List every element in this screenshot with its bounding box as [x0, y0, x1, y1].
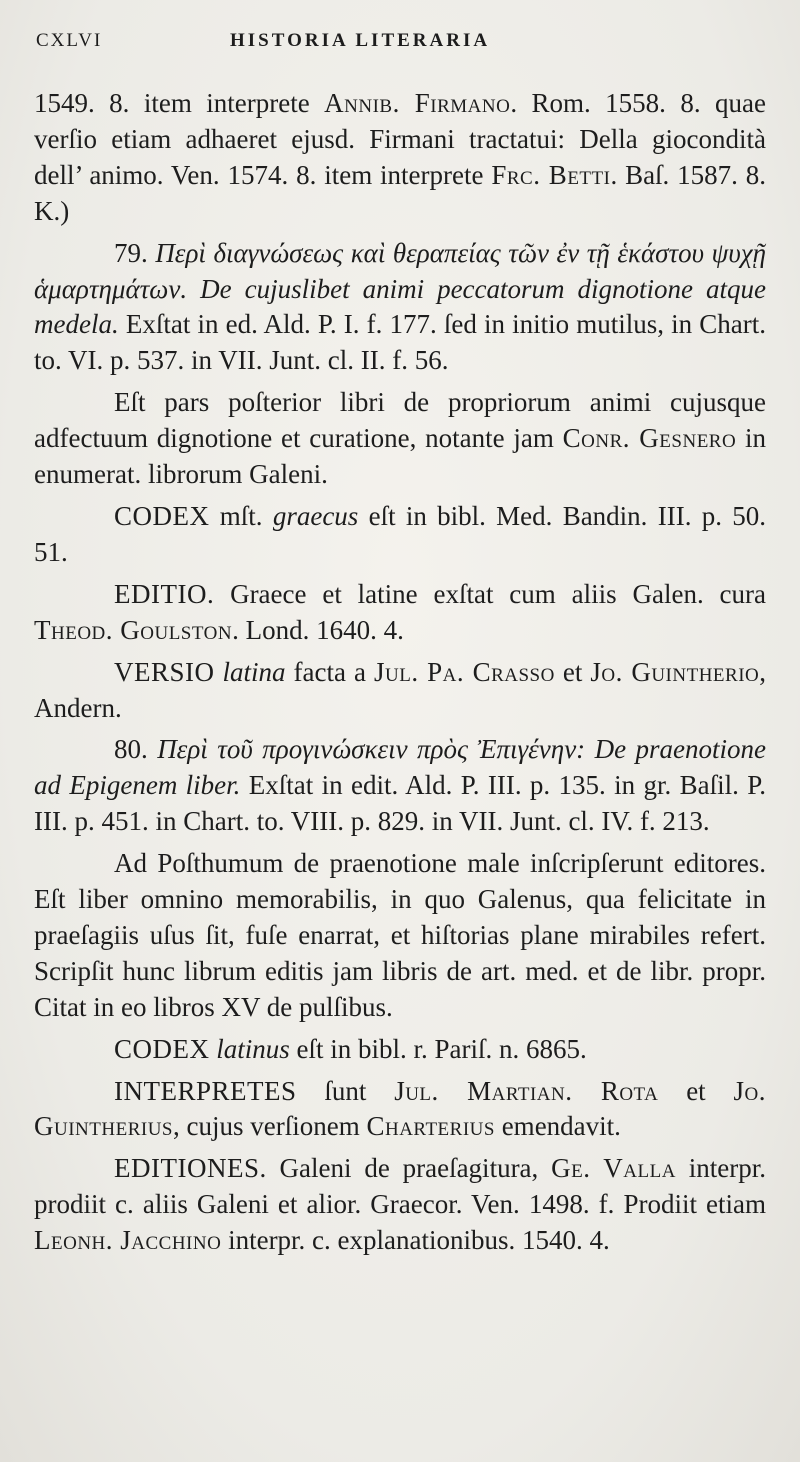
text-segment: Jo. Guintherio [590, 656, 760, 687]
text-segment: Περὶ διαγνώσεως καὶ θεραπείας τῶν ἐν τῇ ἑκάστου ψυχῇ ἁμαρτημάτων. De cujuslibet animi peccatorum dignotione atque medela. [34, 237, 766, 340]
page-body [34, 86, 766, 1259]
text-segment: eſt in bibl. r. Pariſ. n. 6865. [289, 1033, 587, 1064]
text-segment: EDITIO. [114, 578, 215, 609]
text-segment: interpr. c. explanationibus. 1540. 4. [221, 1225, 610, 1256]
text-segment: Leonh. Jacchino [34, 1225, 222, 1256]
text-segment: Ad Poſthumum de praenotione male inſcripſerunt editores. Eſt liber omnino memorabilis, in quo Galenus, qua felicitate in praeſagiis uſus ſit, fuſe enarrat, et hiſtorias plane mirabiles refert. Scripſit hunc librum editis jam libris de art. med. et de libr. propr. Citat in eo libros XV de pulſibus. [34, 848, 766, 1022]
text-segment: Jul. Pa. Crasso [374, 656, 555, 687]
text-segment: graecus [272, 500, 359, 531]
page-header [36, 30, 764, 58]
text-segment: , cujus verſionem [173, 1111, 367, 1142]
text-segment: facta a [285, 656, 374, 687]
text-segment: emendavit. [494, 1111, 621, 1142]
text-segment: interpr. prodiit c. aliis Galeni et alior. Graecor. Ven. 1498. f. Prodiit etiam [34, 1153, 766, 1220]
text-segment: latina [222, 656, 286, 687]
text-segment: INTERPRETES [114, 1075, 297, 1106]
paragraph-p9 [34, 1032, 766, 1068]
running-title: HISTORIA LITERARIA [230, 30, 491, 51]
paragraph-p6 [34, 655, 766, 727]
text-segment: et [554, 656, 591, 687]
text-segment: Galeni de praeſagitura, [266, 1153, 552, 1184]
text-segment: Frc. Betti [491, 159, 611, 190]
text-segment: . Rom. 1558. 8. quae verſio etiam adhaeret ejusd. Firmani tractatui: Della giocondità dell’ animo. Ven. 1574. 8. item interprete [34, 88, 767, 190]
text-segment: eſt in bibl. Med. Bandin. III. p. 50. 51. [34, 500, 767, 567]
text-segment: Graece et latine exſtat cum aliis Galen. cura [214, 578, 766, 609]
text-segment: Exſtat in ed. Ald. P. I. f. 177. ſed in initio mutilus, in Chart. to. VI. p. 537. in VII. Junt. cl. II. f. 56. [34, 309, 766, 376]
paragraph-p7 [34, 732, 766, 840]
text-segment: Charterius [366, 1111, 495, 1142]
text-segment: Jul. Martian. Rota [394, 1075, 659, 1106]
text-segment: , Andern. [34, 656, 766, 723]
text-segment: in enumerat. librorum Galeni. [34, 423, 766, 490]
paragraph-p8 [34, 846, 766, 1026]
paragraph-p4 [34, 499, 766, 571]
paragraph-p2 [34, 236, 766, 380]
text-segment: Ge. Valla [551, 1153, 676, 1184]
paragraph-p5 [34, 577, 766, 649]
text-segment: 79. [114, 237, 156, 268]
text-segment: EDITIONES. [114, 1153, 267, 1184]
paragraph-p11 [34, 1151, 766, 1259]
text-segment: latinus [216, 1033, 290, 1064]
text-segment: Conr. Gesnero [562, 423, 737, 454]
text-segment: CODEX [114, 500, 210, 531]
text-segment: Eſt pars poſterior libri de propriorum animi cujusque adfectuum dignotione et curatione, notante jam [34, 387, 766, 454]
text-segment: Περὶ τοῦ προγινώσκειν πρὸς Ἐπιγένην: De praenotione ad Epigenem liber. [34, 734, 766, 801]
text-segment: . Baſ. 1587. 8. K.) [34, 159, 767, 226]
text-segment: . Lond. 1640. 4. [232, 614, 404, 645]
text-segment: Theod. Goulston [34, 614, 233, 645]
paragraph-p3 [34, 385, 766, 493]
text-segment: et [658, 1075, 734, 1106]
text-segment: mſt. [209, 500, 273, 531]
text-segment: CODEX [114, 1033, 210, 1064]
text-segment: 1549. 8. item interprete [34, 88, 325, 118]
text-segment: Jo. Guintherius [34, 1075, 766, 1142]
text-segment: 80. [114, 734, 158, 765]
page-number: CXLVI [36, 30, 103, 51]
paragraph-p10 [34, 1074, 766, 1146]
paragraph-p1 [34, 86, 766, 230]
text-segment: Exſtat in edit. Ald. P. III. p. 135. in gr. Baſil. P. III. p. 451. in Chart. to. VIII. p. 829. in VII. Junt. cl. IV. f. 213. [34, 770, 766, 837]
text-segment: VERSIO [114, 656, 215, 687]
text-segment: ſunt [296, 1075, 395, 1106]
text-segment: Annib. Firmano [324, 88, 511, 118]
text-segment [215, 657, 223, 687]
